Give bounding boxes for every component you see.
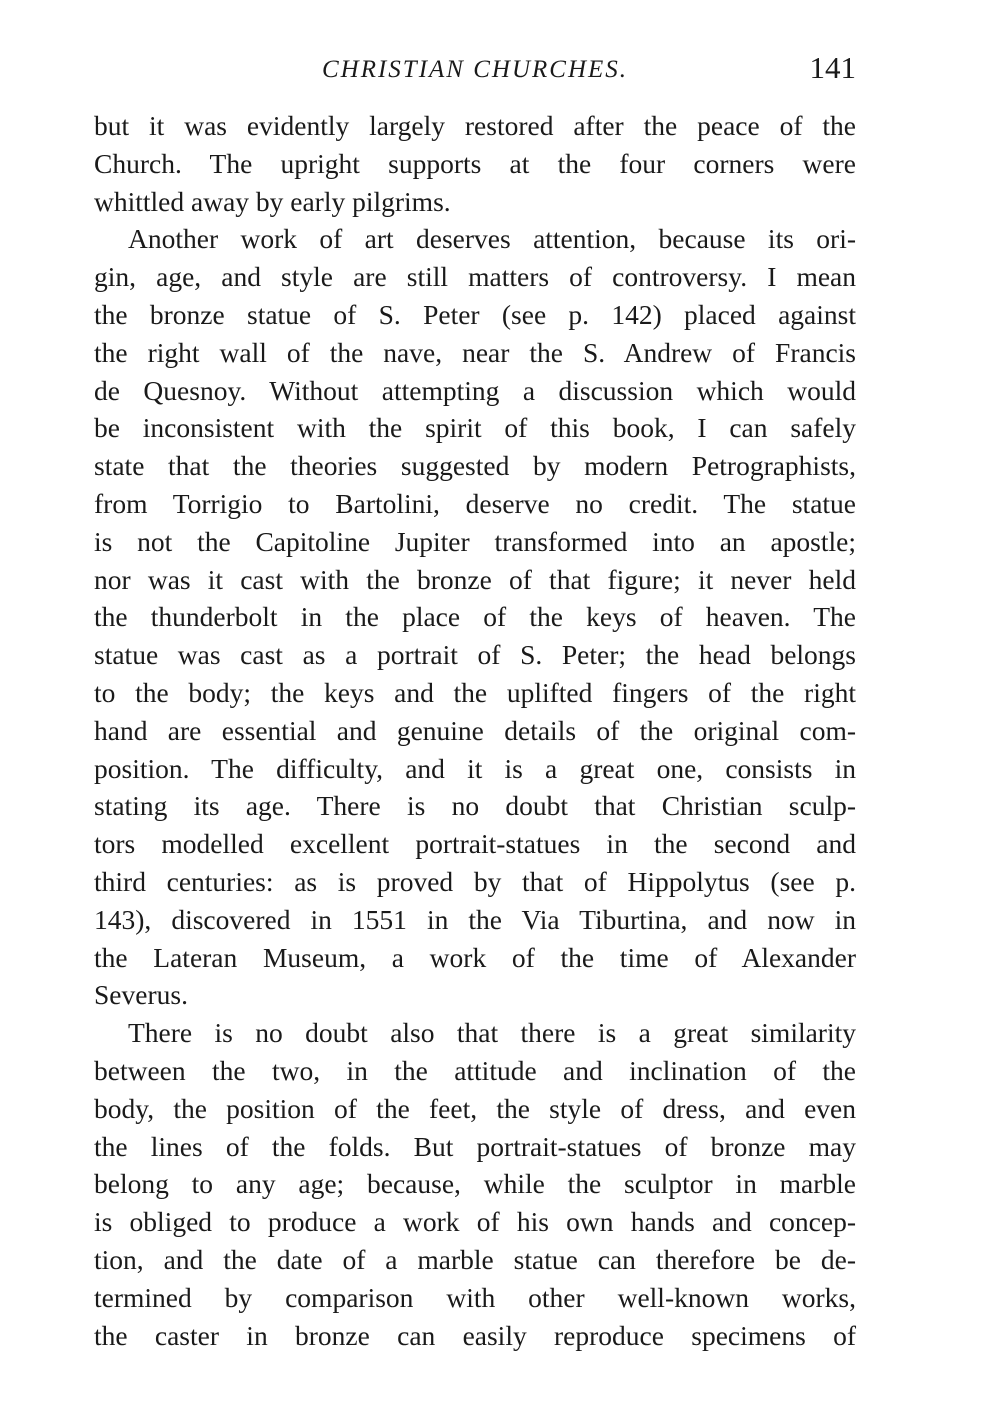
text-line: the right wall of the nave, near the S. Andrew of Francis xyxy=(94,336,856,368)
text-line: the caster in bronze can easily reproduce specimens of xyxy=(94,1319,856,1351)
text-line: whittled away by early pilgrims. xyxy=(94,185,451,217)
text-line: nor was it cast with the bronze of that figure; it never held xyxy=(94,563,856,595)
text-line: statue was cast as a portrait of S. Peter; the head belongs xyxy=(94,639,856,671)
text-line: Church. The upright supports at the four corners were xyxy=(94,147,856,179)
text-line: state that the theories suggested by modern Petrographists, xyxy=(94,450,856,482)
text-line: the thunderbolt in the place of the keys of heaven. The xyxy=(94,601,856,633)
text-line: be inconsistent with the spirit of this book, I can safely xyxy=(94,412,856,444)
paragraph xyxy=(94,107,856,220)
text-line: Another work of art deserves attention, because its ori- xyxy=(128,223,856,255)
text-line: the bronze statue of S. Peter (see p. 142) placed against xyxy=(94,298,856,330)
running-title: CHRISTIAN CHURCHES. xyxy=(321,56,629,83)
text-line: tors modelled excellent portrait-statues in the second and xyxy=(94,828,856,860)
text-line: the lines of the folds. But portrait-statues of bronze may xyxy=(94,1130,856,1162)
text-line: to the body; the keys and the uplifted fingers of the right xyxy=(94,676,856,708)
text-line: from Torrigio to Bartolini, deserve no credit. The statue xyxy=(94,487,856,519)
text-line: belong to any age; because, while the sculptor in marble xyxy=(94,1168,856,1200)
text-line: de Quesnoy. Without attempting a discussion which would xyxy=(94,374,856,406)
text-line: 143), discovered in 1551 in the Via Tiburtina, and now in xyxy=(94,903,856,935)
text-line: gin, age, and style are still matters of controversy. I mean xyxy=(94,261,856,293)
text-line: hand are essential and genuine details of the original com- xyxy=(94,714,856,746)
text-line: There is no doubt also that there is a great similarity xyxy=(128,1017,856,1049)
body-text xyxy=(94,107,856,1354)
text-line: tion, and the date of a marble statue can therefore be de- xyxy=(94,1243,856,1275)
text-line: between the two, in the attitude and inclination of the xyxy=(94,1054,856,1086)
text-line: third centuries: as is proved by that of Hippolytus (see p. xyxy=(94,865,856,897)
text-line: the Lateran Museum, a work of the time of Alexander xyxy=(94,941,856,973)
text-line: position. The difficulty, and it is a great one, consists in xyxy=(94,752,856,784)
running-head xyxy=(94,50,856,90)
text-line: but it was evidently largely restored after the peace of the xyxy=(94,110,856,141)
text-line: is not the Capitoline Jupiter transformed into an apostle; xyxy=(94,525,856,557)
text-line: Severus. xyxy=(94,979,188,1011)
text-line: is obliged to produce a work of his own hands and concep- xyxy=(94,1206,856,1238)
paragraph xyxy=(94,220,856,1014)
page-number: 141 xyxy=(809,50,856,85)
text-line: stating its age. There is no doubt that Christian sculp- xyxy=(94,790,856,822)
text-line: body, the position of the feet, the style of dress, and even xyxy=(94,1092,856,1124)
paragraph xyxy=(94,1014,856,1354)
text-line: termined by comparison with other well-known works, xyxy=(94,1281,856,1313)
